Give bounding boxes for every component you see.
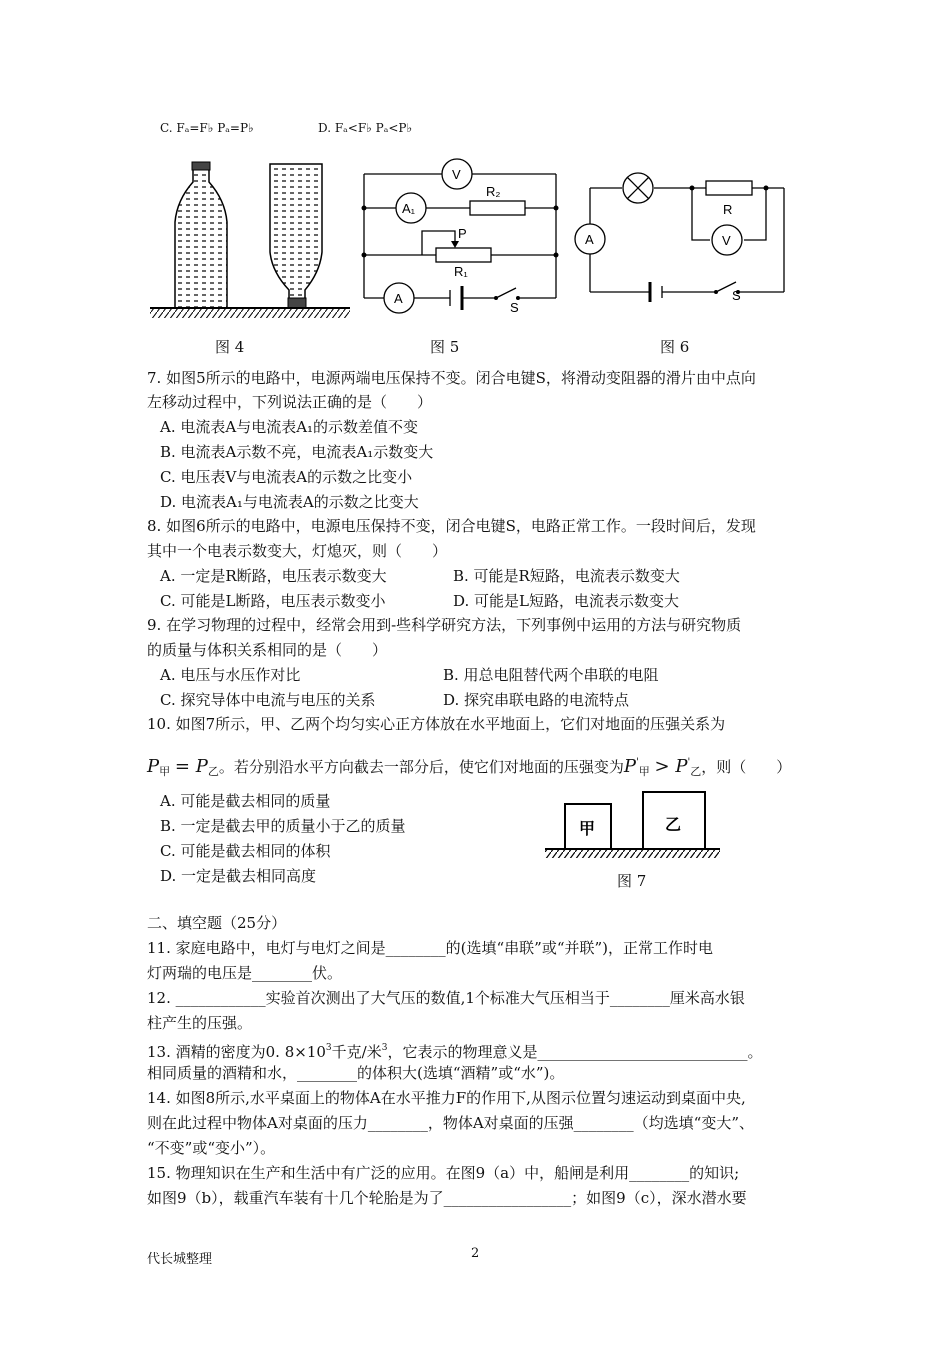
q7-option-b: B. 电流表A示数不亮，电流表A₁示数变大 [160,443,434,461]
fig5-caption: 图 5 [430,338,460,356]
pressure-yi-prime: $P'_乙$ [675,756,702,778]
q13-line2: 相同质量的酒精和水，________的体积大(选填“酒精”或“水”)。 [147,1064,565,1082]
q9-option-d: D. 探究串联电路的电流特点 [443,691,630,709]
figure-4-bottles [145,160,355,325]
fig6-ammeter-label: A [585,232,594,247]
fig5-ammeter-a1-label: A₁ [402,201,416,216]
q8-stem-line2: 其中一个电表示数变大，灯熄灭，则（ ） [147,542,448,560]
fig5-slider-label: P [458,226,467,241]
q10-option-a: A. 可能是截去相同的质量 [160,792,331,810]
q13-line1: 13. 酒精的密度为0. $8\times 10^3$千克/米$^3$，它表示的物理意义是____________________________。 [147,1043,763,1061]
q10-option-b: B. 一定是截去甲的质量小于乙的质量 [160,817,406,835]
q7-option-c: C. 电压表V与电流表A的示数之比变小 [160,468,413,486]
fig6-voltmeter-label: V [722,233,731,248]
q14-line2: 则在此过程中物体A对桌面的压力________，物体A对桌面的压强________（均选填“变大”、 [147,1114,755,1132]
q10-option-d: D. 一定是截去相同高度 [160,867,317,885]
fig5-r1-label: R₁ [454,264,468,279]
figure-6-circuit [570,168,795,308]
fig5-r2-label: R₂ [486,184,501,199]
footer-author: 代长城整理 [147,1252,213,1267]
q9-option-c: C. 探究导体中电流与电压的关系 [160,691,376,709]
fig5-ammeter-a-label: A [394,291,403,306]
q15-line1: 15. 物理知识在生产和生活中有广泛的应用。在图9（a）中，船闸是利用________的知识; [147,1164,740,1182]
q10-stem-line1: 10. 如图7所示，甲、乙两个均匀实心正方体放在水平地面上，它们对地面的压强关系为 [147,715,726,733]
q14-line1: 14. 如图8所示,水平桌面上的物体A在水平推力F的作用下,从图示位置匀速运动到桌面中央, [147,1089,746,1107]
q12-line2: 柱产生的压强。 [147,1014,253,1032]
option-c-top: C. Fₐ=F♭ Pₐ=P♭ [160,121,254,135]
cube-jia-label: 甲 [579,819,596,838]
pressure-jia-symbol: $P_甲$ [147,756,171,778]
fig7-caption: 图 7 [617,872,647,890]
q7-option-d: D. 电流表A₁与电流表A的示数之比变大 [160,493,419,511]
q12-line1: 12. ____________实验首次测出了大气压的数值,1个标准大气压相当于________厘米高水银 [147,989,745,1007]
fig6-r-label: R [723,202,733,217]
q8-stem-line1: 8. 如图6所示的电路中，电源电压保持不变，闭合电键S，电路正常工作。一段时间后，发现 [147,517,756,535]
q9-stem-line1: 9. 在学习物理的过程中，经常会用到-些科学研究方法，下列事例中运用的方法与研究物质 [147,616,742,634]
q8-option-b: B. 可能是R短路，电流表示数变大 [453,567,680,585]
section2-title: 二、填空题（25分） [147,914,287,932]
fig6-caption: 图 6 [660,338,690,356]
pressure-jia-prime: $P'_甲$ [623,756,650,778]
q15-line2: 如图9（b），载重汽车装有十几个轮胎是为了_________________；如图9（c），深水潜水要 [147,1189,747,1207]
fig5-voltmeter-label: V [452,167,461,182]
q9-option-a: A. 电压与水压作对比 [160,666,301,684]
q14-line3: “不变”或“变小”）。 [147,1139,276,1157]
cube-yi-label: 乙 [665,815,682,834]
q7-stem-line2: 左移动过程中，下列说法正确的是（ ） [147,393,433,411]
q10-stem-line2: $P_甲 = P_乙$。若分别沿水平方向截去一部分后，使它们对地面的压强变为$P'_甲 > P'_乙$，则（ ） [147,756,792,778]
q10-option-c: C. 可能是截去相同的体积 [160,842,331,860]
page-number: 2 [471,1246,480,1261]
pressure-yi-symbol: $P_乙$ [195,756,219,778]
q7-option-a: A. 电流表A与电流表A₁的示数差值不变 [160,418,419,436]
figure-7-cubes [545,788,720,860]
figure-5-circuit [358,152,563,322]
q8-option-d: D. 可能是L短路，电流表示数变大 [453,592,679,610]
fig5-switch-label: S [510,300,519,315]
q9-stem-line2: 的质量与体积关系相同的是（ ） [147,641,388,659]
q11-line1: 11. 家庭电路中，电灯与电灯之间是________的(选填“串联”或“并联”)，正常工作时电 [147,939,714,957]
q8-option-a: A. 一定是R断路，电压表示数变大 [160,567,387,585]
q8-option-c: C. 可能是L断路，电压表示数变小 [160,592,386,610]
q9-option-b: B. 用总电阻替代两个串联的电阻 [443,666,659,684]
q7-stem-line1: 7. 如图5所示的电路中，电源两端电压保持不变。闭合电键S，将滑动变阻器的滑片由中点向 [147,369,756,387]
q11-line2: 灯两瑞的电压是________伏。 [147,964,343,982]
fig6-switch-label: S [732,288,741,303]
fig4-caption: 图 4 [215,338,245,356]
option-d-top: D. Fₐ<F♭ Pₐ<P♭ [318,121,413,135]
